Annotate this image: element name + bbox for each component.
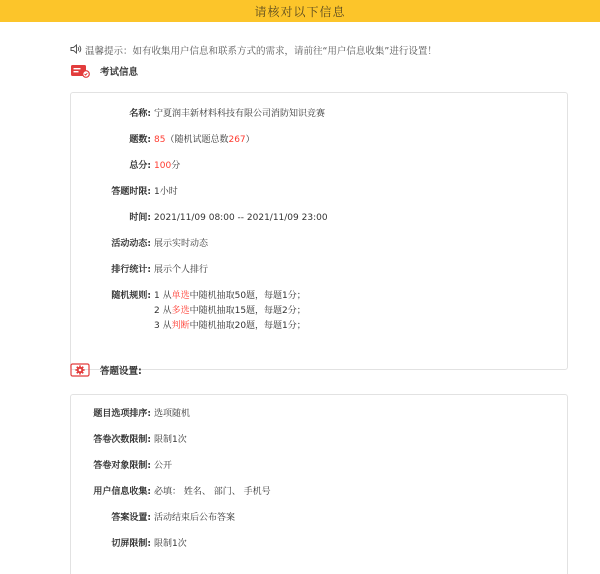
rule-line <box>154 290 306 305</box>
random-rules-row <box>71 290 306 335</box>
attempts-limit-value: 限制1次 <box>154 435 187 445</box>
rule-detail: 中随机抽取15题，每题2分； <box>189 306 306 316</box>
total-score-value <box>151 160 180 172</box>
total-score-row <box>71 160 180 172</box>
rule-type: 多选 <box>171 306 190 316</box>
time-limit-label: 答题时限: <box>111 187 151 197</box>
rule-type: 单选 <box>171 291 190 301</box>
audience-limit-row <box>71 460 172 472</box>
time-limit-row <box>71 186 178 198</box>
random-rules-label: 随机规则: <box>111 291 151 301</box>
exam-time-value: 2021/11/09 08:00 -- 2021/11/09 23:00 <box>154 213 328 223</box>
total-score-number: 100 <box>154 161 172 171</box>
rule-type: 判断 <box>171 321 190 331</box>
attempts-limit-row <box>71 434 187 446</box>
rule-prefix: 3 从 <box>154 321 172 331</box>
rule-line <box>154 305 306 320</box>
exam-info-panel <box>70 92 568 370</box>
time-limit-value: 1小时 <box>154 187 178 197</box>
question-count-label: 题数: <box>129 135 151 145</box>
audience-limit-value: 公开 <box>154 461 173 471</box>
total-score-label: 总分: <box>129 161 151 171</box>
answer-setting-label: 答案设置: <box>111 513 151 523</box>
question-count-value <box>151 134 255 146</box>
user-info-collect-label: 用户信息收集: <box>93 487 151 497</box>
page-body <box>0 22 600 574</box>
rule-detail: 中随机抽取20题，每题1分； <box>189 321 306 331</box>
settings-section-header <box>70 363 142 377</box>
page-title: 请核对以下信息 <box>254 4 346 19</box>
answer-settings-panel <box>70 394 568 574</box>
user-info-collect-row <box>71 486 271 498</box>
rule-line <box>154 320 306 335</box>
user-info-collect-value: 必填： 姓名、 部门、 手机号 <box>154 487 271 497</box>
speaker-icon <box>70 44 82 57</box>
option-order-row <box>71 408 190 420</box>
tip-banner <box>70 43 437 57</box>
activity-value: 展示实时动态 <box>154 239 209 249</box>
question-count-note-prefix: （随机试题总数 <box>165 135 229 145</box>
exam-section-header <box>70 64 138 78</box>
screen-switch-value: 限制1次 <box>154 539 187 549</box>
screen-switch-row <box>71 538 187 550</box>
ranking-label: 排行统计: <box>111 265 151 275</box>
audience-limit-label: 答卷对象限制: <box>93 461 151 471</box>
answer-setting-row <box>71 512 235 524</box>
attempts-limit-label: 答卷次数限制: <box>93 435 151 445</box>
question-total-number: 267 <box>228 135 246 145</box>
top-banner <box>0 0 600 22</box>
question-count-number: 85 <box>154 135 166 145</box>
option-order-value: 选项随机 <box>154 409 191 419</box>
exam-section-title: 考试信息 <box>100 67 139 78</box>
answer-setting-value: 活动结束后公布答案 <box>154 513 236 523</box>
exam-time-label: 时间: <box>129 213 151 223</box>
option-order-label: 题目选项排序: <box>93 409 151 419</box>
exam-name-value: 宁夏润丰新材料科技有限公司消防知识竞赛 <box>154 109 326 119</box>
settings-gear-icon <box>70 363 90 377</box>
question-count-row <box>71 134 255 146</box>
exam-time-row <box>71 212 328 224</box>
tip-text: 温馨提示：如有收集用户信息和联系方式的需求，请前往“用户信息收集”进行设置！ <box>85 46 437 57</box>
rule-detail: 中随机抽取50题，每题1分； <box>189 291 306 301</box>
exam-name-label: 名称: <box>129 109 151 119</box>
total-score-unit: 分 <box>171 161 181 171</box>
exam-name-row <box>71 108 325 120</box>
exam-info-icon <box>70 64 90 78</box>
rule-prefix: 2 从 <box>154 306 172 316</box>
rule-prefix: 1 从 <box>154 291 172 301</box>
screen-switch-label: 切屏限制: <box>111 539 151 549</box>
ranking-value: 展示个人排行 <box>154 265 209 275</box>
activity-row <box>71 238 208 250</box>
question-count-note-suffix: ） <box>245 135 255 145</box>
ranking-row <box>71 264 208 276</box>
activity-label: 活动动态: <box>111 239 151 249</box>
settings-section-title: 答题设置: <box>100 366 142 377</box>
random-rules-list <box>151 290 306 335</box>
